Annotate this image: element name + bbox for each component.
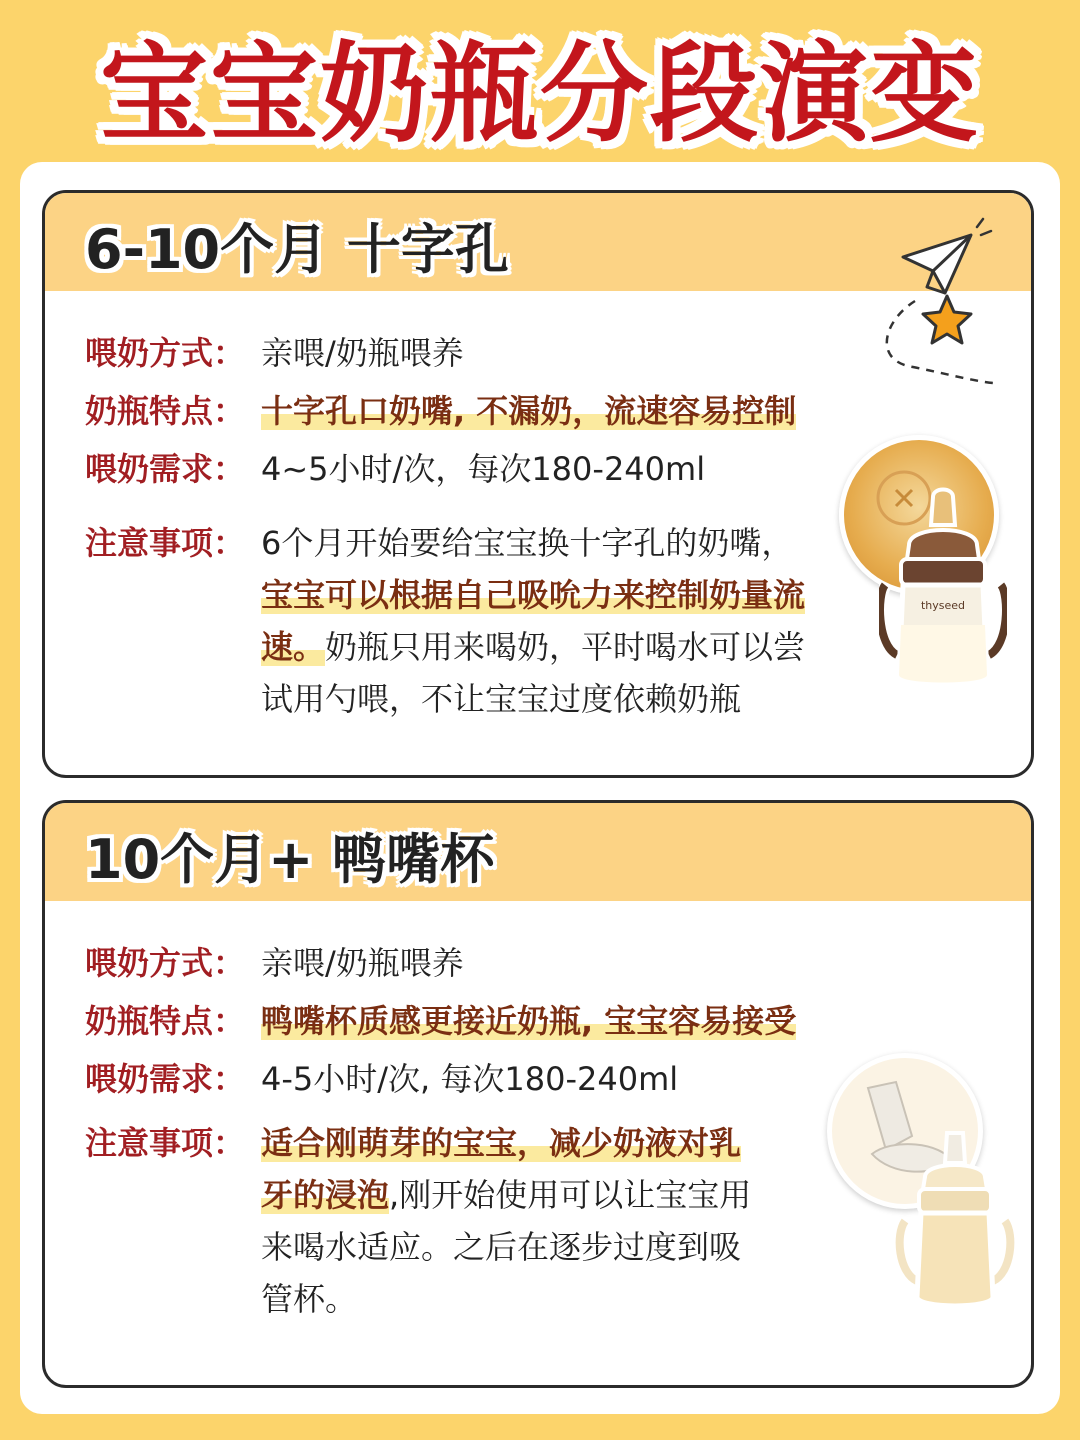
bottle-feature-row bbox=[85, 995, 796, 1047]
note-line: 6个月开始要给宝宝换十字孔的奶嘴， bbox=[261, 524, 794, 562]
row-label: 奶瓶特点： bbox=[85, 1002, 246, 1040]
notes-label: 注意事项： bbox=[85, 1124, 246, 1162]
star-icon bbox=[919, 293, 975, 347]
note-line: 来喝水适应。之后在逐步过度到吸 bbox=[261, 1228, 742, 1266]
note-line: 试用勺喂，不让宝宝过度依赖奶瓶 bbox=[261, 680, 742, 718]
row-value: 4-5小时/次, 每次180-240ml bbox=[261, 1060, 679, 1098]
note-line: ,刚开始使用可以让宝宝用 bbox=[389, 1176, 752, 1214]
section-title: 10个月+ 鸭嘴杯 bbox=[85, 828, 495, 891]
notes-body bbox=[261, 517, 805, 725]
note-line: 奶瓶只用来喝奶，平时喝水可以尝 bbox=[325, 628, 806, 666]
row-label: 奶瓶特点： bbox=[85, 392, 246, 430]
row-label: 喂奶方式： bbox=[85, 334, 246, 372]
note-line: 管杯。 bbox=[261, 1280, 358, 1318]
feeding-method-row bbox=[85, 937, 464, 989]
bottle-feature-row bbox=[85, 385, 796, 437]
row-value: 鸭嘴杯质感更接近奶瓶, 宝宝容易接受 bbox=[261, 1002, 797, 1040]
bottle-brand: thyseed bbox=[920, 599, 966, 612]
page-title: 宝宝奶瓶分段演变 bbox=[99, 32, 980, 157]
row-label: 喂奶需求： bbox=[85, 1060, 246, 1098]
row-value: 4~5小时/次，每次180-240ml bbox=[261, 450, 706, 488]
section-card-10-months-plus bbox=[42, 800, 1034, 1388]
notes-body bbox=[261, 1117, 751, 1325]
notes-label: 注意事项： bbox=[85, 524, 246, 562]
row-label: 喂奶方式： bbox=[85, 944, 246, 982]
note-line-highlight: 牙的浸泡 bbox=[261, 1176, 390, 1214]
note-line-highlight: 速。 bbox=[261, 628, 326, 666]
feeding-need-row bbox=[85, 1053, 678, 1105]
feeding-method-row bbox=[85, 327, 464, 379]
row-value: 十字孔口奶嘴, 不漏奶，流速容易控制 bbox=[261, 392, 797, 430]
sippy-cup-image bbox=[895, 1125, 1015, 1315]
row-value: 亲喂/奶瓶喂养 bbox=[261, 944, 464, 982]
row-label: 喂奶需求： bbox=[85, 450, 246, 488]
row-value: 亲喂/奶瓶喂养 bbox=[261, 334, 464, 372]
note-line-highlight: 宝宝可以根据自己吸吮力来控制奶量流 bbox=[261, 576, 806, 614]
section-title: 6-10个月 十字孔 bbox=[85, 218, 509, 281]
note-line-highlight: 适合刚萌芽的宝宝，减少奶液对乳 bbox=[261, 1124, 742, 1162]
baby-bottle-image bbox=[879, 485, 1007, 695]
section-card-6-10-months bbox=[42, 190, 1034, 778]
page-title-wrap bbox=[0, 12, 1080, 157]
feeding-need-row bbox=[85, 443, 705, 495]
